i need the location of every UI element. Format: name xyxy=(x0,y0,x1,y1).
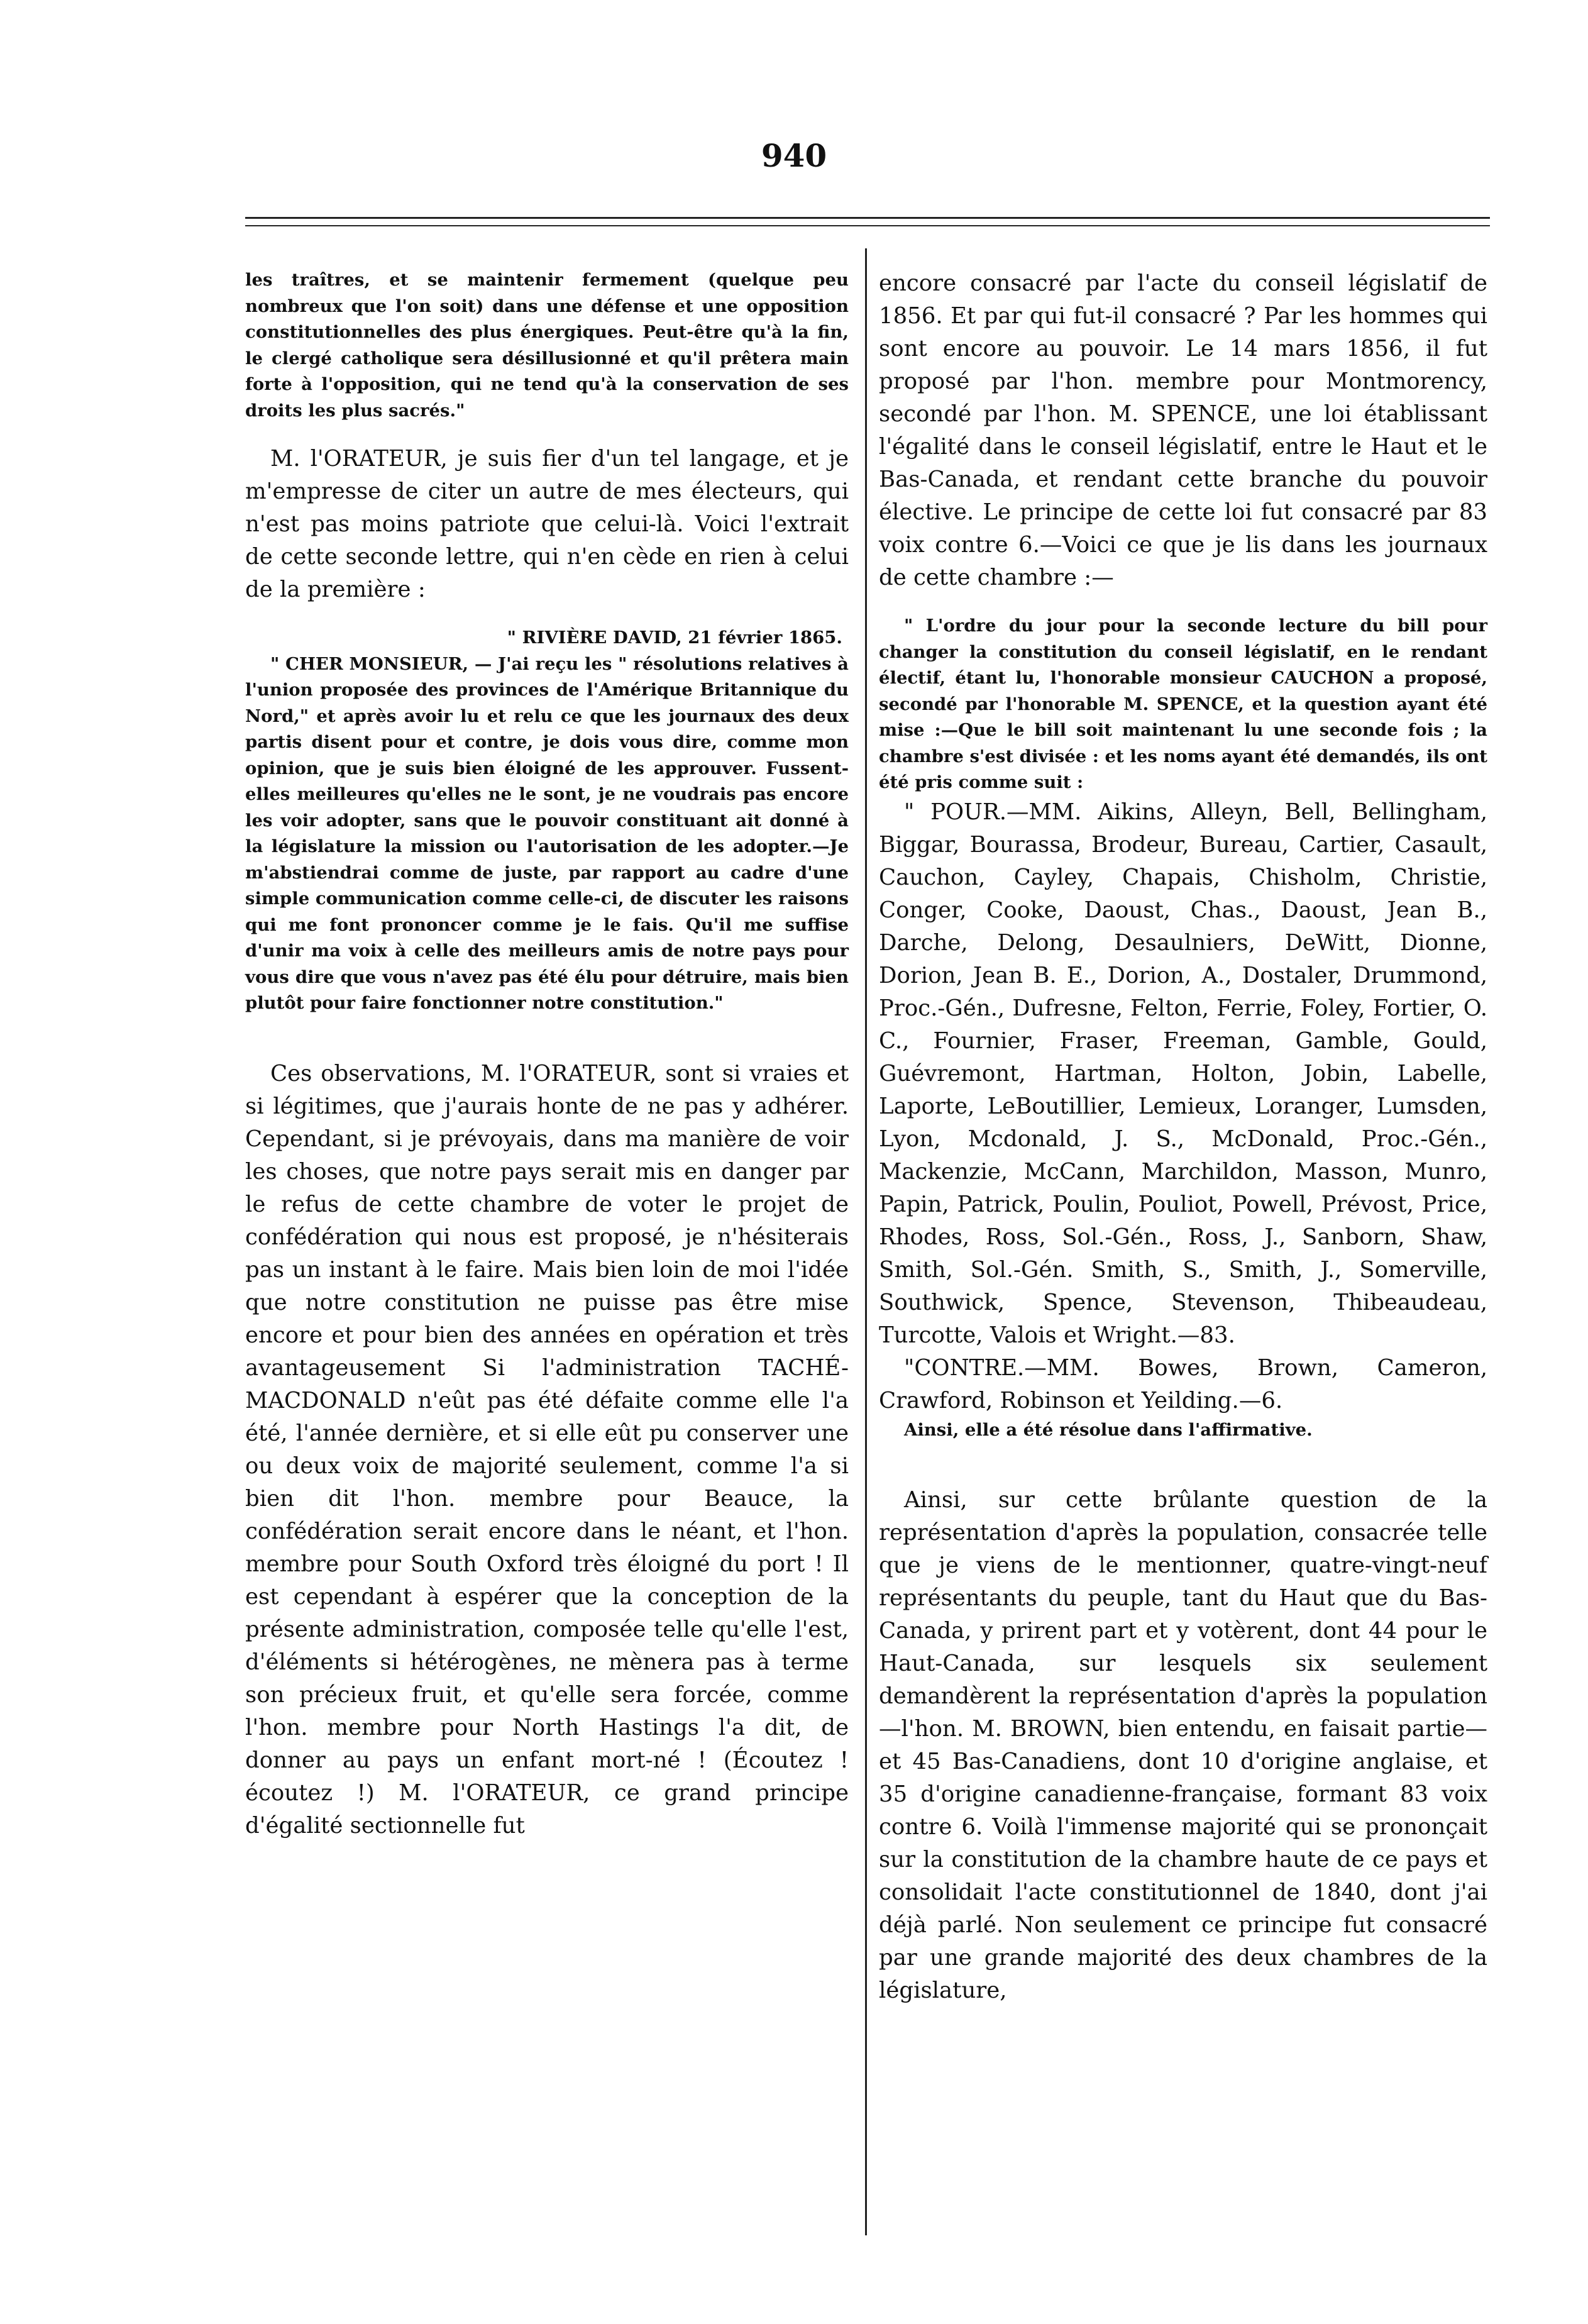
journal-extract: " L'ordre du jour pour la seconde lecture du bill pour changer la constitution du conseil législatif, en le rendant électif, étant lu, l'honorable monsieur CAUCHON a proposé, secondé par l'honorable M. SPENCE, et la question ayant été mise :—Que le bill soit maintenant lu une seconde fois ; la chambre s'est divisée : et les noms ayant été demandés, ils ont été pris comme suit : xyxy=(879,616,1487,792)
right-column xyxy=(879,267,1487,2007)
quoted-letter: " CHER MONSIEUR, — J'ai reçu les " résolutions relatives à l'union proposée des provinces de l'Amérique Britannique du Nord," et après avoir lu et relu ce que les journaux des deux partis disent pour et contre, je dois vous dire, comme mon opinion, que je suis bien éloigné de les approuver. Fussent-elles meilleures qu'elles ne le sont, je ne voudrais pas encore les voir adopter, sans que le pouvoir constituant ait donné à la législature la mission ou l'autorisation de les adopter.—Je m'abstiendrai comme de juste, par rapport au cadre d'une simple communication comme celle-ci, de discuter les raisons qui me font prononcer comme je le fais. Qu'il me suffise d'unir ma voix à celle des meilleurs amis de notre pays pour vous dire que vous n'avez pas été élu pour détruire, mais bien plutôt pour faire fonctionner notre constitution." xyxy=(245,653,849,1013)
vote-list-contre: "CONTRE.—MM. Bowes, Brown, Cameron, Crawford, Robinson et Yeilding.—6. xyxy=(879,1354,1487,1414)
speech-paragraph: Ces observations, M. l'ORATEUR, sont si vraies et si légitimes, que j'aurais honte de ne pas y adhérer. Cependant, si je prévoyais, dans ma manière de voir les choses, que notre pays serait mis en danger par le refus de cette chambre de voter le projet de confédération qui nous est proposé, je n'hésiterais pas un instant à le faire. Mais bien loin de moi l'idée que notre constitution ne puisse pas être mise encore et pour bien des années en opération et très avantageusement Si l'administration TACHÉ-MACDONALD n'eût pas été défaite comme elle l'a été, l'année dernière, et si elle eût pu conserver une ou deux voix de majorité seulement, comme l'a si bien dit l'hon. membre pour Beauce, la confédération serait encore dans le néant, et l'hon. membre pour South Oxford très éloigné du port ! Il est cependant à espérer que la conception de la présente administration, composée telle qu'elle l'est, d'éléments si hétérogènes, ne mènera pas à terme son précieux fruit, et qu'elle sera forcée, comme l'hon. membre pour North Hastings l'a dit, de donner au pays un enfant mort-né ! (Écoutez ! écoutez !) M. l'ORATEUR, ce grand principe d'égalité sectionnelle fut xyxy=(245,1060,849,1839)
vote-result: Ainsi, elle a été résolue dans l'affirmative. xyxy=(904,1419,1313,1440)
speech-paragraph: Ainsi, sur cette brûlante question de la représentation d'après la population, consacrée telle que je viens de le mentionner, quatre-vingt-neuf représentants du peuple, tant du Haut que du Bas-Canada, y prirent part et y votèrent, dont 44 pour le Haut-Canada, sur lesquels six seulement demandèrent la représentation d'après la population —l'hon. M. BROWN, bien entendu, en faisait partie—et 45 Bas-Canadiens, dont 10 d'origine anglaise, et 35 d'origine canadienne-française, formant 83 voix contre 6. Voilà l'immense majorité qui se prononçait sur la constitution de la chambre haute de ce pays et consolidait l'acte constitutionnel de 1840, dont j'ai déjà parlé. Non seulement ce principe fut consacré par une grande majorité des deux chambres de la législature, xyxy=(879,1487,1487,2003)
speech-paragraph: M. l'ORATEUR, je suis fier d'un tel langage, et je m'empresse de citer un autre de mes électeurs, qui n'est pas moins patriote que celui-là. Voici l'extrait de cette seconde lettre, qui n'en cède en rien à celui de la première : xyxy=(245,446,849,602)
header-rule xyxy=(245,217,1490,219)
column-divider xyxy=(865,248,867,2235)
left-column xyxy=(245,267,849,1842)
page-number: 940 xyxy=(761,137,827,174)
letter-dateline: " RIVIÈRE DAVID, 21 février 1865. xyxy=(507,628,842,648)
header-rule-thin xyxy=(245,225,1490,226)
vote-list-pour: " POUR.—MM. Aikins, Alleyn, Bell, Bellingham, Biggar, Bourassa, Brodeur, Bureau, Cartier, Casault, Cauchon, Cayley, Chapais, Chisholm, Christie, Conger, Cooke, Daoust, Chas., Daoust, Jean B., Darche, Delong, Desaulniers, DeWitt, Dionne, Dorion, Jean B. E., Dorion, A., Dostaler, Drummond, Proc.-Gén., Dufresne, Felton, Ferrie, Foley, Fortier, O. C., Fournier, Fraser, Freeman, Gamble, Gould, Guévremont, Hartman, Holton, Jobin, Labelle, Laporte, LeBoutillier, Lemieux, Loranger, Lumsden, Lyon, Mcdonald, J. S., McDonald, Proc.-Gén., Mackenzie, McCann, Marchildon, Masson, Munro, Papin, Patrick, Poulin, Pouliot, Powell, Prévost, Price, Rhodes, Ross, Sol.-Gén., Ross, J., Sanborn, Shaw, Smith, Sol.-Gén. Smith, S., Smith, J., Somerville, Southwick, Spence, Stevenson, Thibeaudeau, Turcotte, Valois et Wright.—83. xyxy=(879,799,1487,1348)
speech-paragraph: encore consacré par l'acte du conseil législatif de 1856. Et par qui fut-il consacré ? Par les hommes qui sont encore au pouvoir. Le 14 mars 1856, il fut proposé par l'hon. membre pour Montmorency, secondé par l'hon. M. SPENCE, une loi établissant l'égalité dans le conseil législatif, entre le Haut et le Bas-Canada, et rendant cette branche du pouvoir élective. Le principe de cette loi fut consacré par 83 voix contre 6.—Voici ce que je lis dans les journaux de cette chambre :— xyxy=(879,270,1487,590)
quoted-letter-end: les traîtres, et se maintenir fermement (quelque peu nombreux que l'on soit) dans une défense et une opposition constitutionnelles des plus énergiques. Peut-être qu'à la fin, le clergé catholique sera désillusionné et qu'il prêtera main forte à l'opposition, qui ne tend qu'à la conservation de ses droits les plus sacrés." xyxy=(245,270,849,421)
